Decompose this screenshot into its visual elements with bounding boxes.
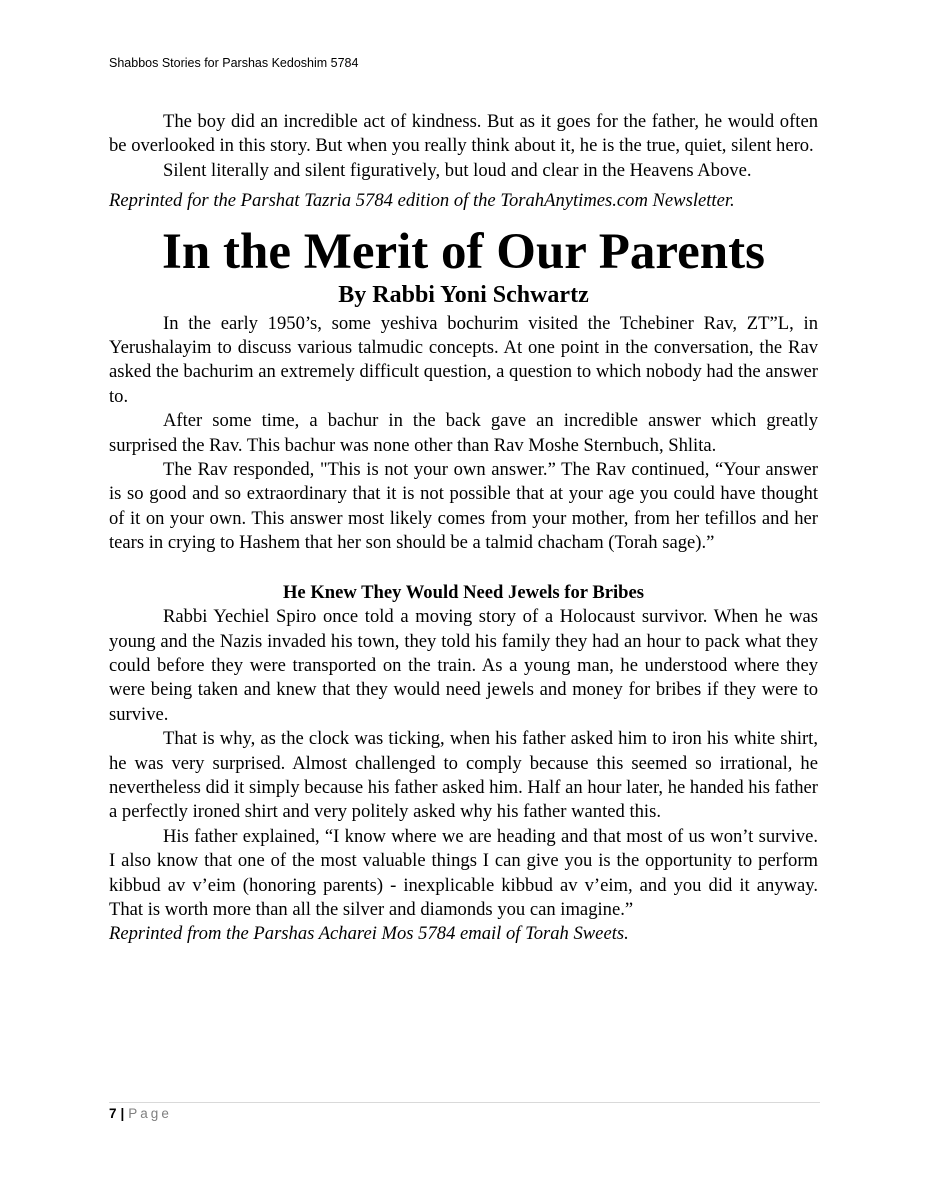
story-section xyxy=(109,581,818,947)
paragraph: His father explained, “I know where we are heading and that most of us won’t survive. I also know that one of the most valuable things I can give you is the opportunity to perform kibbud av v’eim (honoring parents) - inexplicable kibbud av v’eim, and you did it anyway. That is worth more than all the silver and diamonds you can imagine.” xyxy=(109,825,818,920)
paragraph: After some time, a bachur in the back gave an incredible answer which greatly surprised the Rav. This bachur was none other than Rav Moshe Sternbuch, Shlita. xyxy=(109,410,818,456)
page-footer xyxy=(109,1106,172,1121)
paragraph: The boy did an incredible act of kindness. But as it goes for the father, he would often be overlooked in this story. But when you really think about it, he is the true, quiet, silent hero. xyxy=(109,111,818,157)
previous-story-ending xyxy=(109,110,818,214)
paragraph: The Rav responded, "This is not your own answer.” The Rav continued, “Your answer is so good and so extraordinary that it is not possible that at your age you could have thought of it on your own. This answer most likely comes from your mother, from her tefillos and her tears in crying to Hashem that her son should be a talmid chacham (Torah sage).” xyxy=(109,459,818,554)
footer-separator: | xyxy=(120,1106,125,1121)
footer-divider xyxy=(109,1102,820,1103)
reprint-credit: Reprinted for the Parshat Tazria 5784 edition of the TorahAnytimes.com Newsletter. xyxy=(109,190,735,212)
section-heading: He Knew They Would Need Jewels for Bribes xyxy=(282,581,645,603)
paragraph: In the early 1950’s, some yeshiva bochurim visited the Tchebiner Rav, ZT”L, in Yerushalayim to discuss various talmudic concepts. At one point in the conversation, the Rav asked the bachurim an extremely difficult question, a question to which nobody had the answer to. xyxy=(109,312,818,407)
paragraph: Silent literally and silent figuratively, but loud and clear in the Heavens Above. xyxy=(163,159,752,181)
article xyxy=(109,224,818,556)
page-content xyxy=(109,110,818,947)
paragraph: That is why, as the clock was ticking, when his father asked him to iron his white shirt, he was very surprised. Almost challenged to comply because this seemed so irrational, he nevertheless did it simply because his father asked him. Half an hour later, he handed his father a perfectly ironed shirt and very politely asked why his father wanted this. xyxy=(109,728,818,823)
reprint-credit: Reprinted from the Parshas Acharei Mos 5784 email of Torah Sweets. xyxy=(109,923,629,945)
article-byline: By Rabbi Yoni Schwartz xyxy=(338,281,589,308)
page-label: Page xyxy=(128,1106,172,1121)
paragraph: Rabbi Yechiel Spiro once told a moving story of a Holocaust survivor. When he was young and the Nazis invaded his town, they told his family they had an hour to pack what they could before they were transported on the train. As a young man, he understood where they were being taken and knew that they would need jewels and money for bribes if they were to survive. xyxy=(109,606,818,725)
article-title: In the Merit of Our Parents xyxy=(162,223,765,280)
running-header: Shabbos Stories for Parshas Kedoshim 5784 xyxy=(109,56,359,70)
page-number: 7 xyxy=(109,1106,117,1121)
